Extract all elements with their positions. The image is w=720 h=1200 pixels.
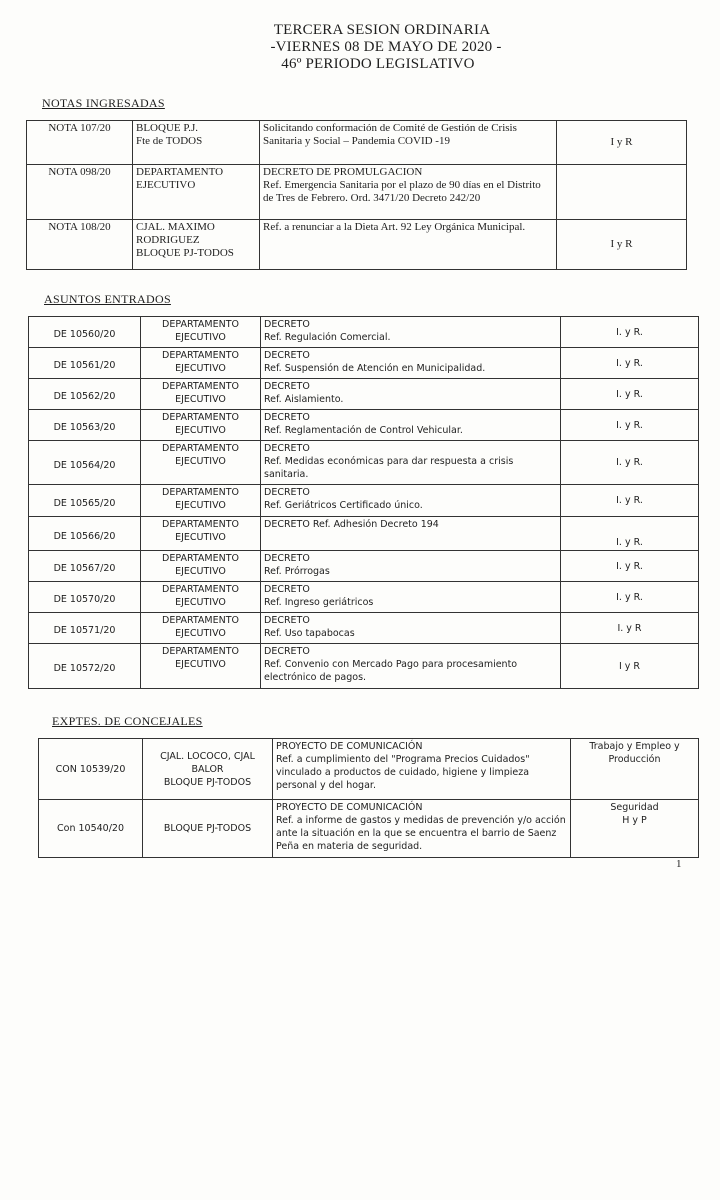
- table-row: [29, 441, 699, 485]
- expediente-number: DE 10571/20: [29, 613, 141, 644]
- concejales-section-title: EXPTES. DE CONCEJALES: [52, 714, 203, 728]
- nota-number: NOTA 098/20: [27, 165, 133, 220]
- expediente-number: DE 10565/20: [29, 485, 141, 517]
- nota-subject: DECRETO DE PROMULGACION Ref. Emergencia Sanitaria por el plazo de 90 días en el Distrito de Tres de Febrero. Ord. 3471/20 Decreto 242/20: [260, 165, 557, 220]
- expediente-result: Trabajo y Empleo y Producción: [571, 739, 699, 800]
- table-row: [29, 410, 699, 441]
- table-row: [29, 613, 699, 644]
- table-row: [27, 121, 687, 165]
- expediente-subject: DECRETO Ref. Convenio con Mercado Pago para procesamiento electrónico de pagos.: [261, 644, 561, 689]
- expediente-result: I. y R.: [561, 551, 699, 582]
- notas-section-title: NOTAS INGRESADAS: [42, 96, 165, 110]
- expediente-result: Seguridad H y P: [571, 800, 699, 858]
- document-header: [0, 22, 720, 73]
- expediente-subject: DECRETO Ref. Medidas económicas para dar respuesta a crisis sanitaria.: [261, 441, 561, 485]
- expediente-result: I. y R.: [561, 379, 699, 410]
- nota-result: [557, 165, 687, 220]
- expediente-origin: DEPARTAMENTO EJECUTIVO: [141, 410, 261, 441]
- expediente-origin: DEPARTAMENTO EJECUTIVO: [141, 551, 261, 582]
- nota-subject: Ref. a renunciar a la Dieta Art. 92 Ley Orgánica Municipal.: [260, 220, 557, 270]
- expediente-number: DE 10567/20: [29, 551, 141, 582]
- expediente-result: I. y R.: [561, 441, 699, 485]
- table-row: [29, 582, 699, 613]
- asuntos-table: [28, 316, 699, 689]
- expediente-number: DE 10566/20: [29, 517, 141, 551]
- expediente-origin: DEPARTAMENTO EJECUTIVO: [141, 644, 261, 689]
- expediente-number: DE 10570/20: [29, 582, 141, 613]
- page-number: 1: [676, 858, 682, 870]
- expediente-origin: DEPARTAMENTO EJECUTIVO: [141, 517, 261, 551]
- expediente-origin: DEPARTAMENTO EJECUTIVO: [141, 348, 261, 379]
- expediente-subject: DECRETO Ref. Prórrogas: [261, 551, 561, 582]
- expediente-subject: DECRETO Ref. Geriátricos Certificado único.: [261, 485, 561, 517]
- expediente-number: CON 10539/20: [39, 739, 143, 800]
- table-row: [29, 348, 699, 379]
- expediente-origin: DEPARTAMENTO EJECUTIVO: [141, 441, 261, 485]
- nota-origin: CJAL. MAXIMO RODRIGUEZ BLOQUE PJ-TODOS: [133, 220, 260, 270]
- expediente-result: I. y R: [561, 613, 699, 644]
- nota-subject: Solicitando conformación de Comité de Gestión de Crisis Sanitaria y Social – Pandemia COVID -19: [260, 121, 557, 165]
- expediente-number: Con 10540/20: [39, 800, 143, 858]
- nota-origin: DEPARTAMENTO EJECUTIVO: [133, 165, 260, 220]
- table-row: [29, 317, 699, 348]
- nota-number: NOTA 108/20: [27, 220, 133, 270]
- notas-table: [26, 120, 687, 270]
- expediente-result: I. y R.: [561, 485, 699, 517]
- table-row: [29, 644, 699, 689]
- concejales-table: [38, 738, 699, 858]
- table-row: [39, 739, 699, 800]
- nota-result: I y R: [557, 220, 687, 270]
- expediente-result: I y R: [561, 644, 699, 689]
- expediente-subject: DECRETO Ref. Suspensión de Atención en Municipalidad.: [261, 348, 561, 379]
- expediente-result: I. y R.: [561, 410, 699, 441]
- expediente-origin: BLOQUE PJ-TODOS: [143, 800, 273, 858]
- expediente-origin: DEPARTAMENTO EJECUTIVO: [141, 613, 261, 644]
- expediente-result: I. y R.: [561, 517, 699, 551]
- expediente-origin: CJAL. LOCOCO, CJAL BALOR BLOQUE PJ-TODOS: [143, 739, 273, 800]
- expediente-number: DE 10572/20: [29, 644, 141, 689]
- expediente-number: DE 10560/20: [29, 317, 141, 348]
- nota-number: NOTA 107/20: [27, 121, 133, 165]
- expediente-number: DE 10561/20: [29, 348, 141, 379]
- session-title: TERCERA SESION ORDINARIA: [273, 22, 491, 38]
- asuntos-section-title: ASUNTOS ENTRADOS: [44, 292, 171, 306]
- expediente-origin: DEPARTAMENTO EJECUTIVO: [141, 317, 261, 348]
- table-row: [29, 551, 699, 582]
- table-row: [29, 485, 699, 517]
- expediente-subject: PROYECTO DE COMUNICACIÓN Ref. a informe de gastos y medidas de prevención y/o acción ante la situación en la que se encuentra el barrio de Saenz Peña en materia de seguridad.: [273, 800, 571, 858]
- legislative-period: 46º PERIODO LEGISLATIVO: [281, 56, 475, 72]
- expediente-subject: DECRETO Ref. Aislamiento.: [261, 379, 561, 410]
- expediente-result: I. y R.: [561, 317, 699, 348]
- expediente-origin: DEPARTAMENTO EJECUTIVO: [141, 379, 261, 410]
- expediente-origin: DEPARTAMENTO EJECUTIVO: [141, 485, 261, 517]
- expediente-number: DE 10564/20: [29, 441, 141, 485]
- expediente-number: DE 10562/20: [29, 379, 141, 410]
- expediente-result: I. y R.: [561, 348, 699, 379]
- nota-result: I y R: [557, 121, 687, 165]
- expediente-subject: DECRETO Ref. Reglamentación de Control Vehicular.: [261, 410, 561, 441]
- table-row: [39, 800, 699, 858]
- table-row: [27, 165, 687, 220]
- expediente-result: I. y R.: [561, 582, 699, 613]
- nota-origin: BLOQUE P.J. Fte de TODOS: [133, 121, 260, 165]
- expediente-number: DE 10563/20: [29, 410, 141, 441]
- expediente-subject: DECRETO Ref. Uso tapabocas: [261, 613, 561, 644]
- expediente-subject: DECRETO Ref. Adhesión Decreto 194: [261, 517, 561, 551]
- expediente-subject: DECRETO Ref. Ingreso geriátricos: [261, 582, 561, 613]
- table-row: [29, 379, 699, 410]
- session-date: -VIERNES 08 DE MAYO DE 2020 -: [270, 39, 502, 55]
- table-row: [27, 220, 687, 270]
- expediente-origin: DEPARTAMENTO EJECUTIVO: [141, 582, 261, 613]
- expediente-subject: PROYECTO DE COMUNICACIÓN Ref. a cumplimiento del "Programa Precios Cuidados" vinculado a productos de cuidado, higiene y limpieza personal y del hogar.: [273, 739, 571, 800]
- expediente-subject: DECRETO Ref. Regulación Comercial.: [261, 317, 561, 348]
- table-row: [29, 517, 699, 551]
